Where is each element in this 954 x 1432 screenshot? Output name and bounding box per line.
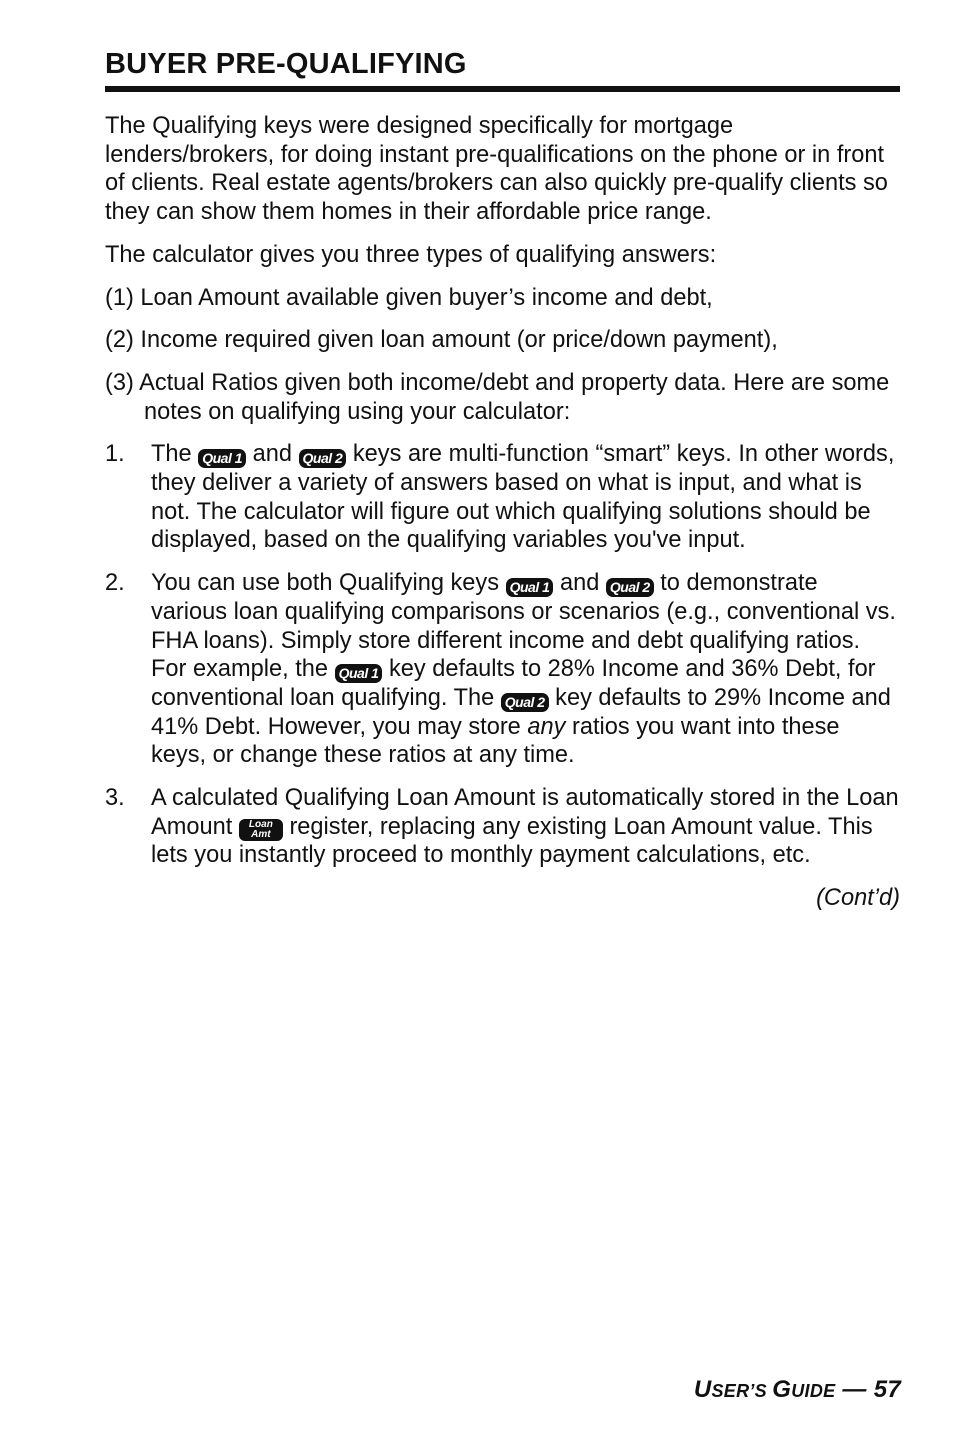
text: You can use both Qualifying keys: [151, 570, 500, 597]
qual1-key-icon: Qual 1: [506, 578, 554, 597]
type-item: (3) Actual Ratios given both income/debt and property data. Here are some notes on qualifying using your calculator:: [105, 369, 890, 425]
qual2-key-icon: Qual 2: [606, 578, 654, 597]
type-item: (1) Loan Amount available given buyer’s income and debt,: [105, 284, 713, 311]
list-item: [105, 784, 900, 870]
list-item: [105, 569, 900, 770]
list-item: [105, 440, 900, 555]
page-title: BUYER PRE-QUALIFYING: [105, 46, 900, 92]
types-intro: The calculator gives you three types of qualifying answers:: [105, 241, 717, 268]
intro-paragraph: The Qualifying keys were designed specifically for mortgage lenders/brokers, for doing instant pre-qualifications on the phone or in front of clients. Real estate agents/brokers can also quickly pre-qualify clients so they can show them homes in their affordable price range.: [105, 113, 888, 226]
text: key defaults to 29% Income and 41% Debt. However, you may store: [151, 684, 891, 740]
footer-text: G: [772, 1376, 792, 1403]
text: to demonstrate various loan qualifying comparisons or scenarios (e.g., conventional vs. FHA loans). Simply store different income and debt qualifying ratios. For example, the: [151, 570, 896, 683]
text: keys are multi-function “smart” keys. In other words, they deliver a variety of answers based on what is input, and what is not. The calculator will figure out which qualifying solutions should be displayed, based on the qualifying variables you've input.: [151, 441, 895, 554]
qual1-key-icon: Qual 1: [335, 664, 383, 683]
list-number: 2.: [105, 570, 125, 597]
text: A calculated Qualifying Loan Amount is automatically stored in the Loan Amount: [151, 785, 899, 840]
page-footer: [694, 1376, 901, 1404]
qual1-key-icon: Qual 1: [198, 449, 246, 468]
type-item: (2) Income required given loan amount (or price/down payment),: [105, 327, 778, 354]
text: and: [559, 570, 600, 597]
text: key defaults to 28% Income and 36% Debt, for conventional loan qualifying. The: [151, 656, 876, 711]
notes-list: [105, 440, 900, 870]
loan-amount-key-icon: [239, 819, 283, 841]
text: register, replacing any existing Loan Amount value. This lets you instantly proceed to monthly payment calculations, etc.: [151, 813, 873, 869]
footer-text: UIDE: [791, 1381, 836, 1401]
qual2-key-icon: Qual 2: [501, 693, 549, 712]
text: and: [252, 441, 292, 468]
footer-text: U: [693, 1376, 712, 1403]
key-label: Loan: [248, 818, 273, 830]
emphasis: any: [527, 713, 566, 740]
list-number: 1.: [105, 441, 125, 468]
list-number: 3.: [105, 785, 125, 812]
page-content: [105, 46, 900, 913]
text: ratios you want into these keys, or change these ratios at any time.: [151, 713, 840, 769]
text: The: [151, 441, 192, 468]
footer-text: SER’S: [711, 1381, 773, 1401]
qual2-key-icon: Qual 2: [299, 449, 347, 468]
key-label: Amt: [251, 828, 271, 840]
continued-label: (Cont’d): [816, 885, 900, 912]
page-number: — 57: [835, 1376, 901, 1403]
